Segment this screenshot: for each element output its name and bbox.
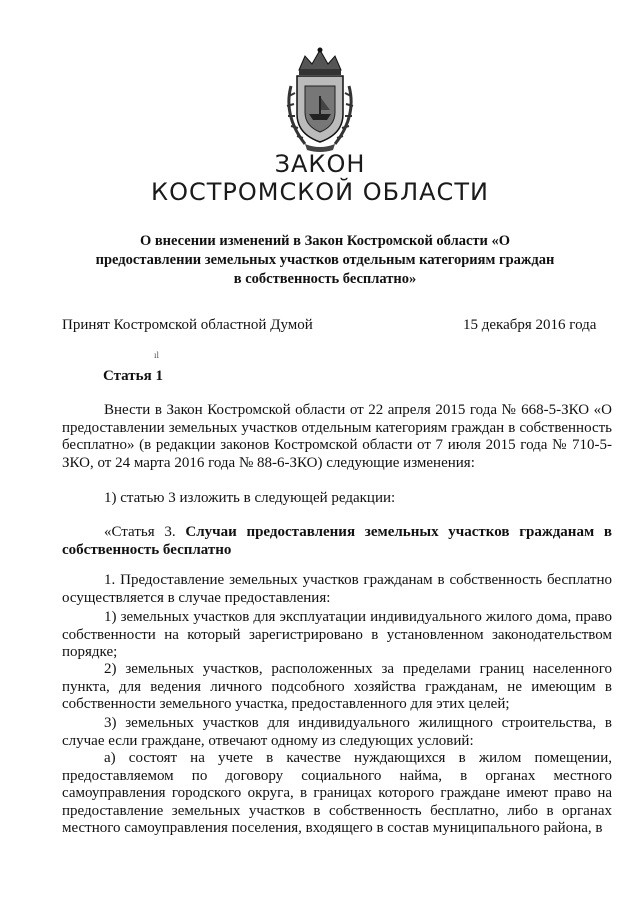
article-3-heading-prefix: «Статья 3. [104, 524, 176, 540]
article-1-paragraph: Внести в Закон Костромской области от 22 апреля 2015 года № 668-5-ЗКО «О предоставлении земельных участков отдельным категориям граждан в собственность бесплатно» (в редакции законов Костромской области от 7 июля 2015 года № 710-5-ЗКО, от 24 марта 2016 года № 88-6-ЗКО) следующие изменения: [62, 402, 612, 471]
article-1-item: 1) статью 3 изложить в следующей редакции: [104, 490, 396, 506]
article-3-heading [62, 524, 612, 559]
adopted-date: 15 декабря 2016 года [463, 317, 597, 333]
article-3-subitem-3: 3) земельных участков для индивидуального жилищного строительства, в случае если граждане, отвечают одному из следующих условий: [62, 715, 612, 749]
scan-mark: ıl [154, 350, 160, 360]
article-3-subitem-1: 1) земельных участков для эксплуатации индивидуального жилого дома, право собственности на который зарегистрировано в установленном законодательством порядке; [62, 609, 612, 660]
law-title-line1: ЗАКОН [274, 150, 366, 178]
article-1-heading: Статья 1 [103, 368, 163, 384]
law-title-line2: КОСТРОМСКОЙ ОБЛАСТИ [151, 178, 489, 206]
adopted-by: Принят Костромской областной Думой [62, 317, 313, 333]
article-3-subitem-3a: а) состоят на учете в качестве нуждающихся в жилом помещении, предоставляемом по договору социального найма, в органах местного самоуправления городского округа, в границах которого граждане имеют право на предоставление земельных участков в собственность бесплатно, либо в органах местного самоуправления поселения, входящего в состав муниципального района, в [62, 750, 612, 836]
article-3-heading-title: Случаи предоставления земельных участков гражданам в собственность бесплатно [62, 524, 613, 558]
article-3-item-1: 1. Предоставление земельных участков гражданам в собственность бесплатно осуществляется в случае предоставления: [62, 572, 612, 606]
article-3-subitem-2: 2) земельных участков, расположенных за пределами границ населенного пункта, для ведения личного подсобного хозяйства гражданам, не имеющим в собственности земельного участка, предоставленного для этих целей; [62, 661, 612, 712]
law-subtitle: О внесении изменений в Закон Костромской области «О предоставлении земельных участков отдельным категориям граждан в собственность бесплатно» [95, 233, 555, 287]
kostroma-coat-of-arms-icon [275, 46, 365, 154]
